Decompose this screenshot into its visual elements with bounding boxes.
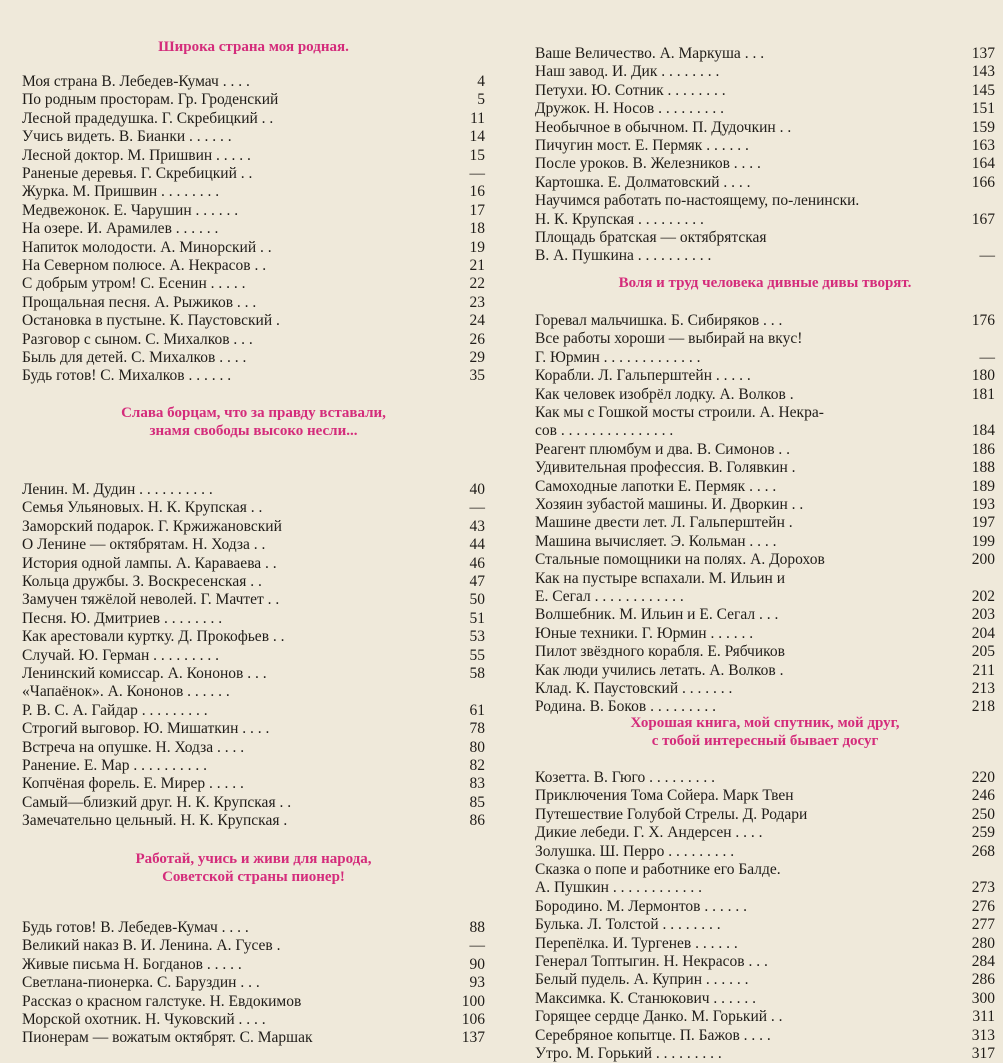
- toc-entry-page: 213: [971, 680, 995, 697]
- toc-entry: [22, 775, 485, 793]
- toc-entry-page: 167: [971, 210, 995, 228]
- toc-entry-title: Утро. М. Горький . . . . . . . . .: [535, 1045, 722, 1062]
- toc-entry: [535, 551, 995, 569]
- toc-entry-page: 317: [971, 1045, 995, 1062]
- toc-entry: [535, 247, 995, 265]
- toc-entry: [535, 990, 995, 1008]
- toc-entry-title: Булька. Л. Толстой . . . . . . . .: [535, 916, 721, 934]
- toc-entry-page: 204: [971, 624, 995, 642]
- toc-entry-page: 18: [469, 220, 485, 238]
- toc-entry-title: Машине двести лет. Л. Гальперштейн .: [535, 514, 793, 532]
- toc-entry: [22, 610, 485, 628]
- toc-entry-page: —: [469, 937, 485, 955]
- toc-entry: [535, 1027, 995, 1045]
- toc-entry: [22, 794, 485, 812]
- toc-entry-title: Горевал мальчишка. Б. Сибиряков . . .: [535, 312, 783, 329]
- toc-entry: [535, 349, 995, 367]
- toc-entry-page: 205: [971, 643, 995, 661]
- toc-entry-page: 53: [469, 628, 485, 646]
- toc-entry: [22, 683, 485, 701]
- toc-entry: [535, 137, 995, 155]
- toc-entry-page: 11: [470, 109, 485, 127]
- toc-entry-page: 82: [469, 757, 485, 774]
- toc-entry-title: Пилот звёздного корабля. Е. Рябчиков: [535, 643, 785, 661]
- toc-entry-title: После уроков. В. Железников . . . .: [535, 155, 761, 173]
- toc-entry-title: В. А. Пушкина . . . . . . . . . .: [535, 247, 712, 265]
- toc-entry: [22, 202, 485, 220]
- toc-entry-title: Рассказ о красном галстуке. Н. Евдокимов: [22, 992, 302, 1010]
- toc-entry-title: Машина вычисляет. Э. Кольман . . . .: [535, 532, 777, 550]
- toc-entry: [535, 211, 995, 229]
- toc-entry: [535, 953, 995, 971]
- toc-entry-title: Напиток молодости. А. Минорский . .: [22, 238, 272, 256]
- toc-entry: [535, 861, 995, 879]
- toc-entry-page: 46: [469, 554, 485, 572]
- toc-entry-title: Лесной доктор. М. Пришвин . . . . .: [22, 146, 251, 164]
- toc-entry: [22, 956, 485, 974]
- toc-entry-page: 164: [971, 155, 995, 173]
- toc-entry: [22, 275, 485, 293]
- toc-entry-title: Е. Сегал . . . . . . . . . . . .: [535, 588, 684, 605]
- toc-entry-page: 137: [461, 1029, 485, 1047]
- toc-entry-title: Ранение. Е. Мар . . . . . . . . . .: [22, 757, 208, 774]
- toc-entry-page: 193: [971, 496, 995, 513]
- toc-entry-page: 250: [971, 805, 995, 823]
- toc-entry-page: 4: [477, 73, 485, 90]
- toc-entry-title: Самый—близкий друг. Н. К. Крупская . .: [22, 793, 292, 811]
- toc-entry-title: На озере. И. Арамилев . . . . . .: [22, 220, 219, 238]
- toc-entry-page: 137: [971, 45, 995, 62]
- toc-entry: [535, 662, 995, 680]
- toc-entry: [535, 330, 995, 348]
- toc-entry: [22, 812, 485, 830]
- toc-entry: [22, 555, 485, 573]
- toc-entry-title: Приключения Тома Сойера. Марк Твен: [535, 787, 794, 805]
- toc-entry: [535, 533, 995, 551]
- toc-entry-page: 55: [469, 646, 485, 664]
- toc-entry-title: Строгий выговор. Ю. Мишаткин . . . .: [22, 720, 270, 738]
- toc-entry-page: 197: [971, 514, 995, 532]
- toc-entry-title: Р. В. С. А. Гайдар . . . . . . . . .: [22, 701, 208, 719]
- toc-entry-title: Реагент плюмбум и два. В. Симонов . .: [535, 440, 791, 458]
- toc-entry: [22, 720, 485, 738]
- toc-entry: [22, 165, 485, 183]
- toc-entry: [535, 1045, 995, 1063]
- toc-entry-title: Замечательно цельный. Н. К. Крупская .: [22, 812, 288, 830]
- toc-entry: [535, 192, 995, 210]
- toc-entry-title: Песня. Ю. Дмитриев . . . . . . . .: [22, 609, 223, 627]
- toc-entry-page: 26: [469, 330, 485, 348]
- toc-entry: [22, 239, 485, 257]
- toc-entry-title: Клад. К. Паустовский . . . . . . .: [535, 680, 733, 697]
- toc-entry: [535, 459, 995, 477]
- toc-entry-page: 24: [469, 312, 485, 330]
- toc-entry-page: —: [469, 499, 485, 517]
- toc-entry-title: Ленин. М. Дудин . . . . . . . . . .: [22, 481, 213, 498]
- toc-entry-page: 15: [469, 146, 485, 164]
- toc-entry: [535, 935, 995, 953]
- toc-entry-page: —: [979, 247, 995, 265]
- toc-entry-page: 29: [469, 349, 485, 366]
- toc-entry-title: Все работы хороши — выбирай на вкус!: [535, 330, 803, 348]
- toc-entry-title: На Северном полюсе. А. Некрасов . .: [22, 257, 267, 274]
- toc-entry-page: 85: [469, 793, 485, 811]
- toc-entry-title: Как люди учились летать. А. Волков .: [535, 661, 784, 679]
- toc-entry-title: О Ленине — октябрятам. Н. Ходза . .: [22, 536, 266, 554]
- toc-entry: [22, 367, 485, 385]
- toc-entry-title: Случай. Ю. Герман . . . . . . . . .: [22, 646, 220, 664]
- toc-entry-page: 23: [469, 293, 485, 311]
- toc-entry: [535, 625, 995, 643]
- toc-entry-page: 51: [469, 609, 485, 627]
- toc-entry-page: 200: [971, 551, 995, 569]
- toc-entry: [535, 174, 995, 192]
- toc-entry-page: 189: [971, 477, 995, 495]
- toc-entry-title: Пионерам — вожатым октябрят. С. Маршак: [22, 1029, 313, 1047]
- toc-entry: [22, 739, 485, 757]
- toc-entry-page: 184: [971, 422, 995, 440]
- toc-entry-title: Необычное в обычном. П. Дудочкин . .: [535, 118, 792, 136]
- toc-entry-title: Картошка. Е. Долматовский . . . .: [535, 173, 751, 191]
- toc-entry-page: 176: [971, 312, 995, 329]
- toc-entry: [535, 971, 995, 989]
- toc-entry: [22, 993, 485, 1011]
- toc-entry-title: сов . . . . . . . . . . . . . . .: [535, 422, 674, 440]
- toc-entry-title: Встреча на опушке. Н. Ходза . . . .: [22, 738, 245, 756]
- toc-entry-page: 47: [469, 573, 485, 590]
- toc-entry: [22, 937, 485, 955]
- toc-entry-title: Разговор с сыном. С. Михалков . . .: [22, 330, 253, 348]
- toc-entry-title: Светлана-пионерка. С. Баруздин . . .: [22, 974, 260, 992]
- toc-entry-page: 159: [971, 118, 995, 136]
- toc-entry-page: 80: [469, 738, 485, 756]
- toc-entry-page: 50: [469, 591, 485, 609]
- toc-entry: [535, 879, 995, 897]
- toc-entry-title: Путешествие Голубой Стрелы. Д. Родари: [535, 805, 808, 823]
- toc-entry: [535, 588, 995, 606]
- toc-entry-title: Площадь братская — октябрятская: [535, 229, 767, 246]
- toc-entry: [535, 404, 995, 422]
- toc-entry-title: Стальные помощники на полях. А. Дорохов: [535, 551, 825, 569]
- toc-entry: [535, 1008, 995, 1026]
- toc-entry-page: 181: [971, 385, 995, 403]
- toc-entry-page: 166: [971, 173, 995, 191]
- toc-entry: [22, 974, 485, 992]
- toc-entry-page: 21: [469, 257, 485, 274]
- toc-entry-title: Петухи. Ю. Сотник . . . . . . . .: [535, 81, 726, 99]
- toc-entry-page: 211: [972, 661, 995, 679]
- toc-entry-title: Удивительная профессия. В. Голявкин .: [535, 459, 796, 477]
- toc-entry: [535, 367, 995, 385]
- toc-entry: [22, 128, 485, 146]
- toc-entry-page: 186: [971, 440, 995, 458]
- toc-entry-page: 180: [971, 367, 995, 385]
- toc-entry: [22, 294, 485, 312]
- toc-entry-page: 151: [971, 100, 995, 118]
- toc-entry-title: Сказка о попе и работнике его Балде.: [535, 861, 781, 878]
- toc-entry: [22, 257, 485, 275]
- toc-entry-page: 93: [469, 974, 485, 992]
- toc-entry-title: Ленинский комиссар. А. Кононов . . .: [22, 665, 267, 682]
- toc-entry-title: Белый пудель. А. Куприн . . . . . .: [535, 971, 749, 989]
- toc-entry: [535, 100, 995, 118]
- toc-entry-title: Медвежонок. Е. Чарушин . . . . . .: [22, 201, 239, 219]
- toc-entry-title: Будь готов! В. Лебедев-Кумач . . . .: [22, 919, 249, 936]
- toc-entry-title: Пичугин мост. Е. Пермяк . . . . . .: [535, 137, 749, 154]
- toc-entry-page: 218: [971, 698, 995, 716]
- toc-entry-page: 100: [461, 992, 485, 1010]
- toc-entry-page: 163: [971, 137, 995, 154]
- toc-entry-title: По родным просторам. Гр. Гроденский: [22, 91, 279, 109]
- toc-entry-title: Корабли. Л. Гальперштейн . . . . .: [535, 367, 751, 385]
- toc-entry-page: 40: [469, 481, 485, 498]
- toc-entry: [22, 757, 485, 775]
- toc-entry-title: Семья Ульяновых. Н. К. Крупская . .: [22, 499, 263, 517]
- toc-entry: [22, 665, 485, 683]
- section-heading-line: с тобой интересный бывает досуг: [651, 733, 879, 749]
- toc-entry: [22, 147, 485, 165]
- toc-entry: [535, 82, 995, 100]
- toc-entry-title: Серебряное копытце. П. Бажов . . . .: [535, 1026, 771, 1044]
- section-heading: [22, 850, 485, 886]
- section-heading: [535, 274, 995, 292]
- toc-entry-title: Волшебник. М. Ильин и Е. Сегал . . .: [535, 606, 779, 624]
- toc-entry: [535, 680, 995, 698]
- toc-entry-title: Юные техники. Г. Юрмин . . . . . .: [535, 624, 754, 642]
- toc-entry-title: Козетта. В. Гюго . . . . . . . . .: [535, 769, 716, 786]
- toc-entry: [535, 63, 995, 81]
- toc-entry-page: 143: [971, 63, 995, 81]
- toc-entry-page: 106: [461, 1011, 485, 1028]
- toc-entry-page: 16: [469, 183, 485, 201]
- toc-entry-page: 35: [469, 367, 485, 385]
- toc-entry-page: 78: [469, 720, 485, 738]
- toc-entry-page: 44: [469, 536, 485, 554]
- toc-entry-page: 83: [469, 775, 485, 793]
- toc-entry-title: Раненые деревья. Г. Скребицкий . .: [22, 165, 253, 182]
- toc-entry-title: Лесной прадедушка. Г. Скребицкий . .: [22, 109, 274, 127]
- toc-entry: [535, 824, 995, 842]
- toc-entry: [22, 591, 485, 609]
- toc-entry-page: 276: [971, 897, 995, 915]
- toc-entry-page: 5: [477, 91, 485, 109]
- toc-entry: [535, 514, 995, 532]
- toc-entry-title: Золушка. Ш. Перро . . . . . . . . .: [535, 842, 735, 860]
- section-heading-line: Слава борцам, что за правду вставали,: [121, 405, 386, 421]
- toc-entry: [22, 1029, 485, 1047]
- toc-entry-page: 280: [971, 934, 995, 952]
- toc-entry-page: 61: [469, 701, 485, 719]
- toc-entry-title: Журка. М. Пришвин . . . . . . . .: [22, 183, 220, 201]
- toc-entry-title: Как человек изобрёл лодку. А. Волков .: [535, 385, 794, 403]
- toc-entry-title: Дружок. Н. Носов . . . . . . . . .: [535, 100, 724, 118]
- toc-entry: [22, 499, 485, 517]
- toc-entry: [22, 481, 485, 499]
- toc-entry: [535, 806, 995, 824]
- toc-entry-page: 58: [469, 665, 485, 682]
- toc-entry-page: 203: [971, 606, 995, 624]
- toc-entry-title: Как арестовали куртку. Д. Прокофьев . .: [22, 628, 285, 646]
- section-heading: [535, 714, 995, 750]
- toc-entry-page: 284: [971, 953, 995, 970]
- toc-entry-title: Г. Юрмин . . . . . . . . . . . . .: [535, 348, 701, 366]
- toc-entry: [22, 518, 485, 536]
- toc-entry: [535, 898, 995, 916]
- toc-entry-title: Ваше Величество. А. Маркуша . . .: [535, 45, 765, 62]
- toc-entry-page: 311: [972, 1008, 995, 1026]
- toc-entry: [22, 183, 485, 201]
- toc-entry: [535, 441, 995, 459]
- toc-entry-page: 268: [971, 842, 995, 860]
- toc-entry-title: «Чапаёнок». А. Кононов . . . . . .: [22, 683, 230, 701]
- toc-entry-page: 199: [971, 532, 995, 550]
- toc-entry-title: Наш завод. И. Дик . . . . . . . .: [535, 63, 720, 81]
- section-heading-line: Работай, учись и живи для народа,: [135, 851, 372, 867]
- toc-entry-page: 145: [971, 81, 995, 99]
- toc-entry: [535, 422, 995, 440]
- toc-entry: [535, 843, 995, 861]
- toc-entry: [535, 643, 995, 661]
- toc-entry-page: 273: [971, 879, 995, 897]
- toc-entry: [535, 155, 995, 173]
- toc-entry-page: —: [979, 348, 995, 366]
- toc-entry-page: 188: [971, 459, 995, 477]
- section-heading: [22, 38, 485, 56]
- toc-entry-page: 86: [469, 812, 485, 830]
- toc-entry-title: Моя страна В. Лебедев-Кумач . . . .: [22, 73, 250, 90]
- toc-entry-page: 14: [469, 128, 485, 146]
- toc-entry-page: 300: [971, 989, 995, 1007]
- toc-entry-title: Перепёлка. И. Тургенев . . . . . .: [535, 934, 738, 952]
- toc-entry-title: Горящее сердце Данко. М. Горький . .: [535, 1008, 783, 1026]
- toc-entry: [535, 119, 995, 137]
- toc-entry-title: Живые письма Н. Богданов . . . . .: [22, 955, 242, 973]
- section-heading: [22, 404, 485, 440]
- toc-entry: [22, 73, 485, 91]
- toc-entry: [22, 91, 485, 109]
- toc-entry-title: Родина. В. Боков . . . . . . . . .: [535, 698, 716, 716]
- toc-entry-title: Прощальная песня. А. Рыжиков . . .: [22, 293, 257, 311]
- toc-entry-page: 259: [971, 824, 995, 842]
- toc-entry: [22, 312, 485, 330]
- toc-entry-title: Н. К. Крупская . . . . . . . . .: [535, 210, 704, 228]
- toc-entry: [22, 919, 485, 937]
- toc-entry: [22, 702, 485, 720]
- toc-entry-title: Генерал Топтыгин. Н. Некрасов . . .: [535, 953, 768, 970]
- toc-entry: [22, 647, 485, 665]
- toc-entry-title: Научимся работать по-настоящему, по-ленински.: [535, 192, 860, 210]
- toc-entry-title: Как на пустыре вспахали. М. Ильин и: [535, 569, 785, 587]
- toc-entry: [535, 769, 995, 787]
- toc-entry-title: Остановка в пустыне. К. Паустовский .: [22, 312, 280, 330]
- toc-entry-title: Копчёная форель. Е. Мирер . . . . .: [22, 775, 244, 793]
- section-heading-line: знамя свободы высоко несли...: [149, 423, 358, 439]
- toc-entry-title: Дикие лебеди. Г. Х. Андерсен . . . .: [535, 824, 763, 842]
- toc-entry-title: Будь готов! С. Михалков . . . . . .: [22, 367, 232, 385]
- toc-entry-title: Кольца дружбы. З. Воскресенская . .: [22, 573, 262, 590]
- section-heading-line: Воля и труд человека дивные дивы творят.: [618, 275, 912, 291]
- toc-entry: [535, 229, 995, 247]
- toc-entry: [22, 628, 485, 646]
- toc-entry-title: Заморский подарок. Г. Кржижановский: [22, 517, 282, 535]
- toc-entry: [22, 536, 485, 554]
- toc-entry-title: А. Пушкин . . . . . . . . . . . .: [535, 879, 702, 897]
- toc-entry-title: Самоходные лапотки Е. Пермяк . . . .: [535, 477, 777, 495]
- toc-entry: [22, 220, 485, 238]
- toc-entry-page: 246: [971, 787, 995, 805]
- toc-entry-page: 19: [469, 238, 485, 256]
- toc-entry: [22, 573, 485, 591]
- toc-entry-page: 88: [469, 919, 485, 936]
- toc-entry-page: 22: [469, 275, 485, 293]
- toc-entry-page: 220: [971, 769, 995, 786]
- toc-entry: [535, 45, 995, 63]
- toc-entry-title: Морской охотник. Н. Чуковский . . . .: [22, 1011, 266, 1028]
- toc-entry-page: 202: [971, 588, 995, 605]
- toc-entry: [22, 349, 485, 367]
- toc-entry-title: История одной лампы. А. Караваева . .: [22, 554, 277, 572]
- toc-entry-title: Учись видеть. В. Бианки . . . . . .: [22, 128, 232, 146]
- toc-entry-title: Великий наказ В. И. Ленина. А. Гусев .: [22, 937, 281, 955]
- toc-entry: [535, 386, 995, 404]
- toc-entry: [535, 496, 995, 514]
- toc-entry-title: Быль для детей. С. Михалков . . . .: [22, 349, 247, 366]
- toc-entry-page: —: [469, 165, 485, 182]
- toc-entry: [22, 110, 485, 128]
- toc-entry: [535, 606, 995, 624]
- toc-entry-title: Замучен тяжёлой неволей. Г. Мачтет . .: [22, 591, 280, 609]
- toc-entry-page: 313: [971, 1026, 995, 1044]
- toc-entry: [535, 916, 995, 934]
- toc-entry-page: 17: [469, 201, 485, 219]
- section-heading-line: Широка страна моя родная.: [158, 39, 349, 55]
- toc-entry-title: Бородино. М. Лермонтов . . . . . .: [535, 897, 748, 915]
- toc-entry: [535, 312, 995, 330]
- toc-entry-page: 286: [971, 971, 995, 989]
- toc-entry-title: Как мы с Гошкой мосты строили. А. Некра-: [535, 404, 824, 421]
- toc-entry-page: 90: [469, 955, 485, 973]
- toc-entry-page: 277: [971, 916, 995, 934]
- toc-entry-title: Хозяин зубастой машины. И. Дворкин . .: [535, 496, 804, 513]
- toc-entry: [535, 478, 995, 496]
- toc-entry: [535, 787, 995, 805]
- toc-entry: [22, 331, 485, 349]
- toc-entry: [535, 570, 995, 588]
- section-heading-line: Советской страны пионер!: [162, 869, 345, 885]
- toc-entry-title: С добрым утром! С. Есенин . . . . .: [22, 275, 246, 293]
- toc-entry-page: 43: [469, 517, 485, 535]
- toc-entry: [22, 1011, 485, 1029]
- section-heading-line: Хорошая книга, мой спутник, мой друг,: [630, 715, 900, 731]
- toc-entry-title: Максимка. К. Станюкович . . . . . .: [535, 989, 757, 1007]
